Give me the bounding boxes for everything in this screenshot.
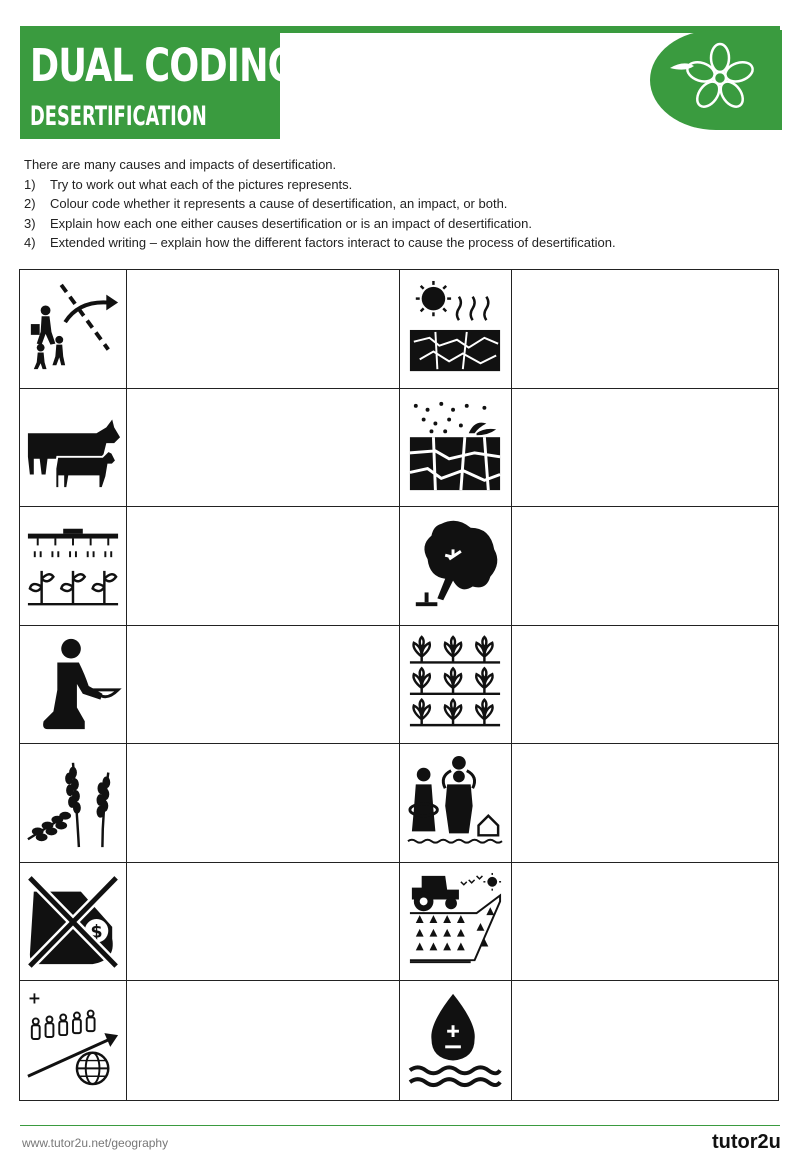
instructions-intro: There are many causes and impacts of desertification. (24, 157, 337, 172)
migration-icon (24, 276, 122, 380)
step-number: 3) (24, 215, 36, 231)
footer-brand: tutor2u (712, 1131, 781, 1153)
women-water-carrying-icon (406, 750, 504, 854)
icon-cell (400, 981, 512, 1100)
no-money-icon (24, 869, 122, 973)
famine-icon (24, 632, 122, 736)
svg-text:+: + (27, 989, 42, 1009)
answer-cell[interactable] (512, 270, 778, 389)
icon-cell (20, 981, 127, 1100)
step-text: Colour code whether it represents a cause of desertification, an impact, or both. (50, 196, 508, 211)
answer-cell[interactable] (512, 981, 778, 1100)
answer-cell[interactable] (127, 626, 400, 745)
svg-text:$: $ (90, 922, 103, 943)
icon-cell (400, 270, 512, 389)
answer-cell[interactable] (512, 744, 778, 863)
worksheet-table (19, 269, 779, 1101)
water-drop-icon (406, 987, 504, 1091)
icon-cell (400, 626, 512, 745)
cattle-grazing-icon (24, 395, 122, 499)
step-number: 1) (24, 176, 36, 192)
page-subtitle: DESERTIFICATION (30, 101, 207, 132)
answer-cell[interactable] (127, 270, 400, 389)
step-text: Try to work out what each of the pictures represents. (50, 176, 353, 192)
icon-cell (400, 863, 512, 982)
icon-cell (400, 507, 512, 626)
monoculture-icon (406, 632, 504, 736)
answer-cell[interactable] (512, 626, 778, 745)
footer-rule (20, 1125, 780, 1126)
icon-cell (20, 389, 127, 508)
instruction-step (24, 233, 616, 253)
answer-cell[interactable] (127, 981, 400, 1100)
answer-cell[interactable] (127, 744, 400, 863)
instruction-step (24, 214, 616, 234)
icon-cell (20, 507, 127, 626)
step-text: Explain how each one either causes desertification or is an impact of desertification. (50, 215, 532, 231)
deforestation-icon (406, 513, 504, 617)
answer-cell[interactable] (127, 863, 400, 982)
answer-cell[interactable] (512, 389, 778, 508)
icon-cell (20, 863, 127, 982)
icon-cell (400, 744, 512, 863)
soil-erosion-icon (406, 395, 504, 499)
icon-cell (20, 744, 127, 863)
icon-cell (20, 270, 127, 389)
sun-drought-icon (406, 276, 504, 380)
answer-cell[interactable] (127, 507, 400, 626)
icon-cell (400, 389, 512, 508)
step-number: 2) (24, 196, 36, 211)
answer-cell[interactable] (127, 389, 400, 508)
page-title: DUAL CODING (30, 39, 296, 92)
answer-cell[interactable] (512, 863, 778, 982)
icon-cell (20, 626, 127, 745)
answer-cell[interactable] (512, 507, 778, 626)
step-text: Extended writing – explain how the different factors interact to cause the process of desertification. (50, 235, 616, 250)
wheat-crop-icon (24, 750, 122, 854)
step-number: 4) (24, 235, 36, 250)
flower-splash-icon (650, 30, 782, 130)
tractor-farming-icon (406, 869, 504, 973)
population-growth-icon (24, 987, 122, 1091)
logo-badge (650, 30, 782, 130)
irrigation-icon (24, 513, 122, 617)
instructions (24, 155, 616, 253)
instruction-step (24, 194, 616, 214)
instruction-step (24, 175, 616, 195)
footer-url[interactable]: www.tutor2u.net/geography (22, 1136, 169, 1150)
title-block (20, 33, 296, 139)
